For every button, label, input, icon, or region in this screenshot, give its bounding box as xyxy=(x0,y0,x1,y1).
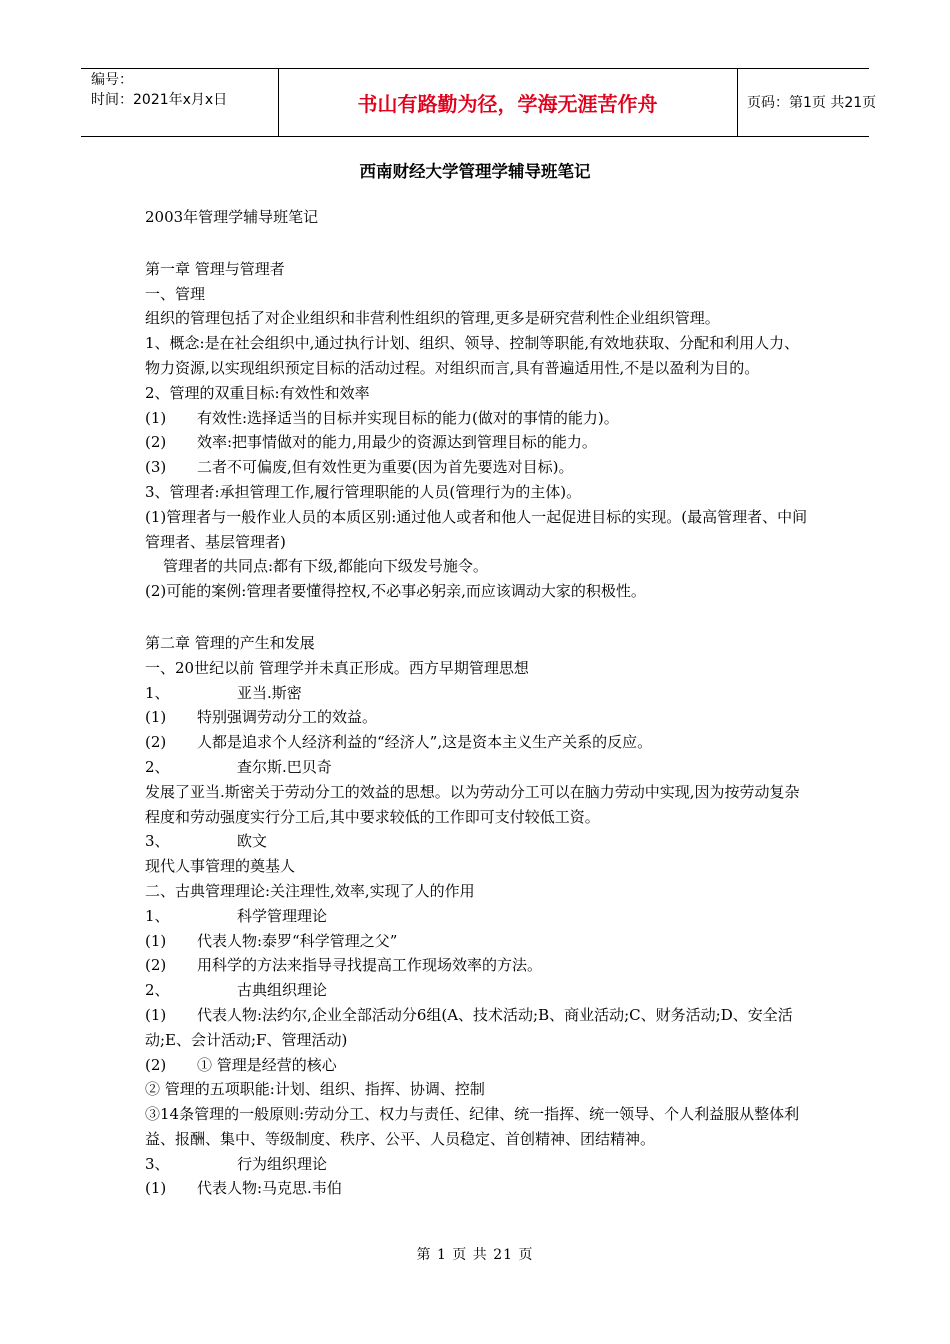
subtitle: 2003年管理学辅导班笔记 xyxy=(145,208,319,226)
page-info: 页码：第1页 共21页 xyxy=(747,95,877,111)
item-number: (2) xyxy=(145,733,167,752)
document-header xyxy=(81,68,877,137)
spacer xyxy=(145,604,810,631)
item-text: 用科学的方法来指导寻找提高工作现场效率的方法。 xyxy=(197,956,543,975)
paragraph: 组织的管理包括了对企业组织和非营利性组织的管理,更多是研究营利性企业组织管理。 xyxy=(145,309,720,328)
item-text: 行为组织理论 xyxy=(237,1154,328,1173)
list-item xyxy=(145,455,810,480)
chapter-heading: 第一章 管理与管理者 xyxy=(145,259,285,278)
paragraph: ③14条管理的一般原则:劳动分工、权力与责任、纪律、统一指挥、统一领导、个人利益服从整体利益、报酬、集中、等级制度、秩序、公平、人员稳定、首创精神、团结精神。 xyxy=(145,1105,800,1148)
paragraph: (1)管理者与一般作业人员的本质区别:通过他人或者和他人一起促进目标的实现。(最高管理者、中间管理者、基层管理者) xyxy=(145,507,808,551)
list-item xyxy=(145,430,810,455)
section-heading: 二、古典管理理论:关注理性,效率,实现了人的作用 xyxy=(145,881,475,900)
chapter-heading: 第二章 管理的产生和发展 xyxy=(145,633,315,652)
item-text: 亚当.斯密 xyxy=(237,683,302,702)
item-text: 代表人物:泰罗“科学管理之父” xyxy=(197,931,398,950)
item-number: (2) xyxy=(145,433,167,452)
paragraph: 3、管理者:承担管理工作,履行管理职能的人员(管理行为的主体)。 xyxy=(145,482,582,501)
item-number: (1) xyxy=(145,708,167,727)
list-item xyxy=(145,705,810,730)
item-text: 欧文 xyxy=(237,832,268,851)
item-number: (1) xyxy=(145,1005,167,1024)
list-item xyxy=(145,929,810,954)
list-item xyxy=(145,1003,810,1053)
item-text: ① 管理是经营的核心 xyxy=(197,1055,337,1074)
paragraph: 2、管理的双重目标:有效性和效率 xyxy=(145,383,370,402)
serial-label: 编号： xyxy=(91,72,133,88)
item-number: 2、 xyxy=(145,981,170,1000)
item-number: (1) xyxy=(145,1179,167,1198)
document-title: 西南财经大学管理学辅导班笔记 xyxy=(359,162,591,181)
item-text: 古典组织理论 xyxy=(237,981,328,1000)
paragraph: (2)可能的案例:管理者要懂得控权,不必事必躬亲,而应该调动大家的积极性。 xyxy=(145,582,646,601)
item-number: 3、 xyxy=(145,832,170,851)
item-text: 有效性:选择适当的目标并实现目标的能力(做对的事情的能力)。 xyxy=(197,408,619,427)
item-number: (2) xyxy=(145,956,167,975)
list-item xyxy=(145,1176,810,1201)
item-text: 代表人物:法约尔,企业全部活动分6组(A、技术活动;B、商业活动;C、财务活动;D、安全活动;E、会计活动;F、管理活动) xyxy=(145,1005,793,1049)
item-text: 二者不可偏废,但有效性更为重要(因为首先要选对目标)。 xyxy=(197,458,574,477)
header-meta xyxy=(81,69,279,136)
item-number: (2) xyxy=(145,1055,167,1074)
document-body xyxy=(145,205,810,1201)
list-item xyxy=(145,953,810,978)
item-text: 科学管理理论 xyxy=(237,906,328,925)
list-item xyxy=(145,1053,810,1078)
item-number: 1、 xyxy=(145,906,170,925)
item-number: 1、 xyxy=(145,683,170,702)
paragraph: ② 管理的五项职能:计划、组织、指挥、协调、控制 xyxy=(145,1080,485,1099)
item-text: 人都是追求个人经济利益的“经济人”,这是资本主义生产关系的反应。 xyxy=(197,733,653,752)
list-item xyxy=(145,681,810,706)
spacer xyxy=(145,230,810,257)
item-number: 3、 xyxy=(145,1154,170,1173)
item-text: 效率:把事情做对的能力,用最少的资源达到管理目标的能力。 xyxy=(197,433,597,452)
list-item xyxy=(145,978,810,1003)
list-item xyxy=(145,1152,810,1177)
item-number: 2、 xyxy=(145,757,170,776)
list-item xyxy=(145,904,810,929)
item-number: (1) xyxy=(145,931,167,950)
item-text: 查尔斯.巴贝奇 xyxy=(237,757,332,776)
list-item xyxy=(145,406,810,431)
item-number: (3) xyxy=(145,458,167,477)
motto-text: 书山有路勤为径，学海无涯苦作舟 xyxy=(357,92,658,116)
paragraph: 现代人事管理的奠基人 xyxy=(145,857,296,876)
section-heading: 一、20世纪以前 管理学并未真正形成。西方早期管理思想 xyxy=(145,658,529,677)
paragraph: 管理者的共同点:都有下级,都能向下级发号施令。 xyxy=(163,557,488,576)
list-item xyxy=(145,755,810,780)
item-number: (1) xyxy=(145,408,167,427)
page-footer: 第 1 页 共 21 页 xyxy=(416,1247,534,1263)
list-item xyxy=(145,829,810,854)
paragraph: 1、概念:是在社会组织中,通过执行计划、组织、领导、控制等职能,有效地获取、分配和利用人力、物力资源,以实现组织预定目标的活动过程。对组织而言,具有普遍适用性,不是以盈利为目的。 xyxy=(145,334,800,377)
header-motto-cell xyxy=(278,69,738,136)
paragraph: 发展了亚当.斯密关于劳动分工的效益的思想。以为劳动分工可以在脑力劳动中实现,因为按劳动复杂程度和劳动强度实行分工后,其中要求较低的工作即可支付较低工资。 xyxy=(145,782,800,826)
header-page-cell xyxy=(737,69,877,136)
item-text: 代表人物:马克思.韦伯 xyxy=(197,1179,342,1198)
item-text: 特别强调劳动分工的效益。 xyxy=(197,708,378,727)
section-heading: 一、管理 xyxy=(145,284,206,303)
list-item xyxy=(145,730,810,755)
time-label: 时间：2021年x月x日 xyxy=(91,92,228,108)
